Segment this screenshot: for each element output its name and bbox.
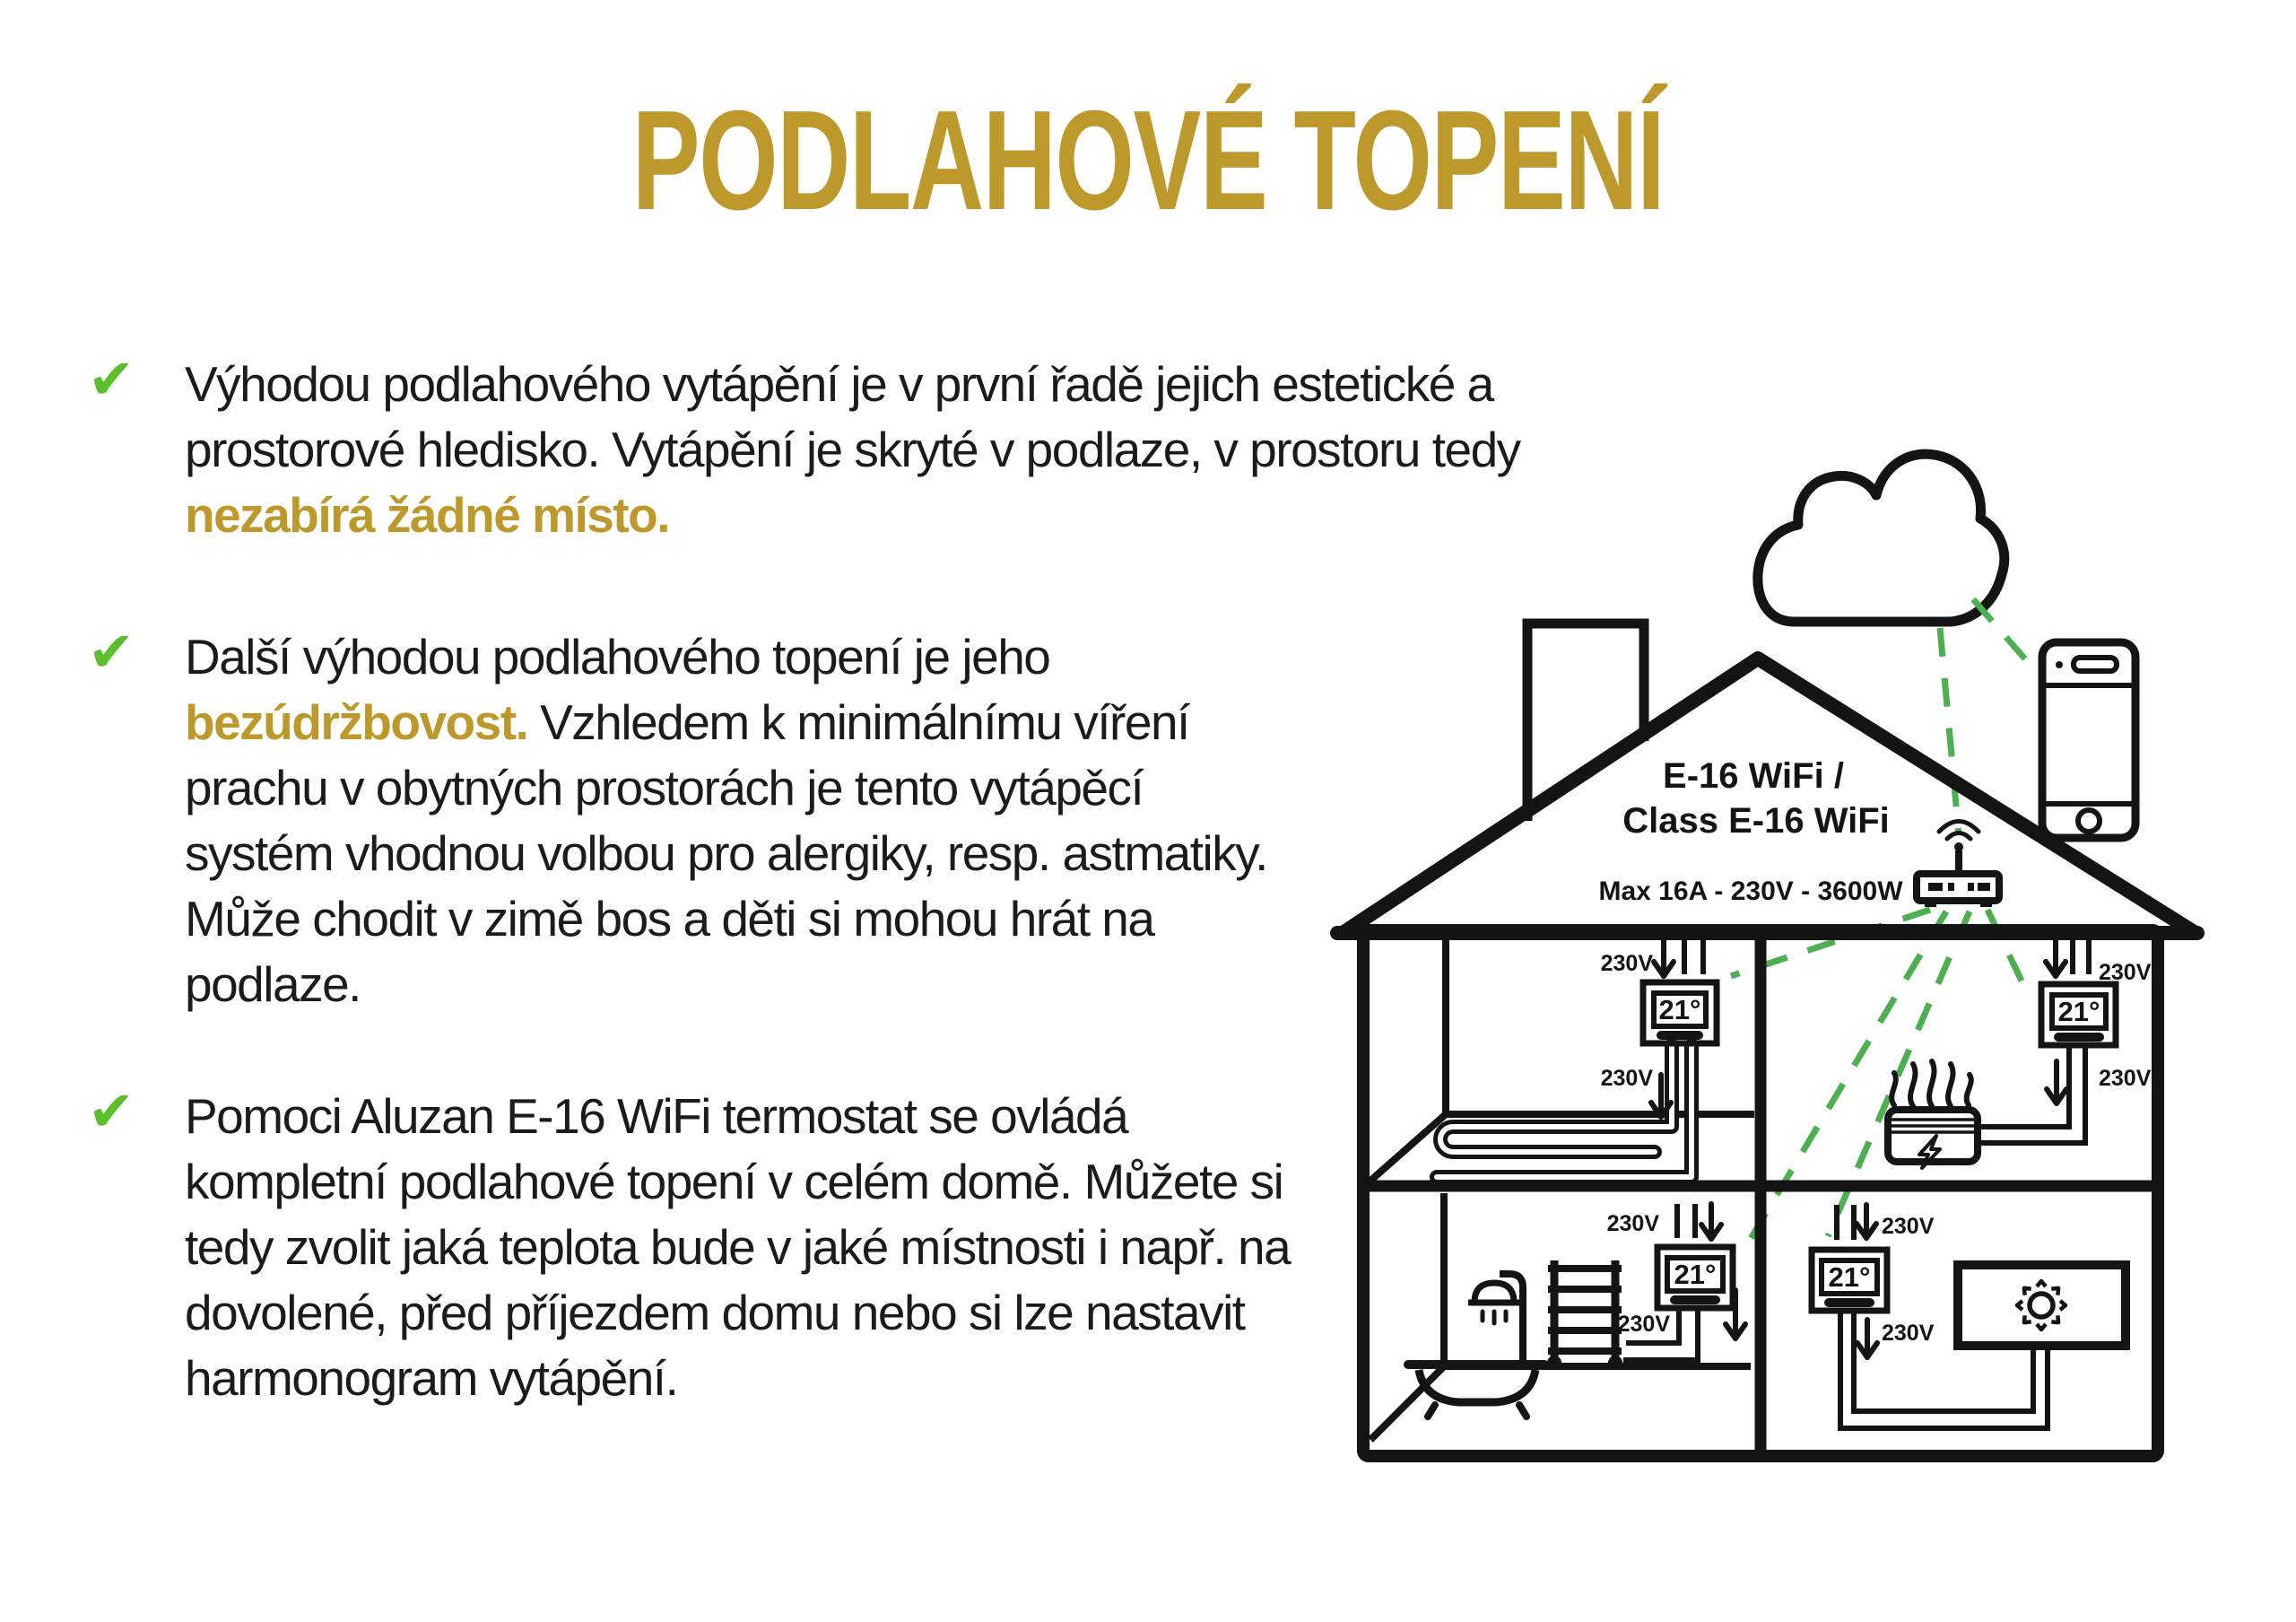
check-icon: ✔: [88, 346, 135, 412]
power-arrow-icon: [1857, 1205, 1876, 1238]
heat-wave-icon: [1910, 1064, 1915, 1106]
power-cable: [1840, 1311, 2048, 1428]
voltage-label: 230V: [1606, 1211, 1659, 1236]
bullet-text: Vzhledem k minimálnímu víření prachu v obytných prostorách je tento vytápěcí systém vhodnou volbou pro alergiky, resp. astmatiky. Může chodit v zimě bos a děti si mohou hrát na podlaze.: [185, 694, 1267, 1012]
page-title: PODLAHOVÉ TOPENÍ: [631, 82, 1665, 240]
convector-heater-icon: [1888, 1061, 1978, 1168]
room-bathroom: [1370, 1193, 1751, 1440]
voltage-label: 230V: [2099, 960, 2152, 985]
voltage-label: 230V: [2099, 1066, 2152, 1091]
power-arrow-icon: [1654, 938, 1674, 976]
heat-wave-icon: [1948, 1064, 1952, 1106]
device-name-line1: E-16 WiFi /: [1663, 756, 1844, 796]
power-arrow-icon: [2047, 1061, 2066, 1103]
check-icon: ✔: [88, 619, 135, 685]
heat-wave-icon: [1967, 1075, 1971, 1105]
voltage-label: 230V: [1882, 1214, 1935, 1239]
link-cloud-router: [1940, 628, 1959, 834]
link-router-thermostat-upper-right: [1987, 910, 2029, 996]
bullet-text-highlight: nezabírá žádné místo.: [185, 487, 670, 543]
thermostat-bathroom: [1657, 1247, 1733, 1308]
heat-wave-icon: [1929, 1061, 1934, 1106]
thermostat-temp: 21°: [2057, 996, 2100, 1027]
power-arrow-icon: [1857, 1320, 1877, 1357]
thermostat-temp: 21°: [1828, 1261, 1871, 1293]
power-arrow-icon: [1726, 1290, 1745, 1339]
spec-label: Max 16A - 230V - 3600W: [1598, 876, 1903, 906]
bullet-text-highlight: bezúdržbovost.: [185, 694, 528, 750]
voltage-label: 230V: [1600, 951, 1653, 976]
bullet-text: Další výhodou podlahového topení je jeho: [185, 629, 1050, 685]
wifi-router-icon: [1917, 822, 1999, 908]
thermostat-lower-right: [1812, 1250, 1887, 1311]
phone-speaker: [2074, 658, 2117, 671]
power-cable: [1980, 1045, 2085, 1143]
bullet-text: Výhodou podlahového vytápění je v první řadě jejich estetické a prostorové hledisko. Vytápění je skryté v podlaze, v prostoru tedy: [185, 356, 1520, 477]
thermostat-upper-left: [1643, 982, 1717, 1043]
heat-wave-icon: [1892, 1073, 1896, 1105]
shower-icon: [1468, 1274, 1523, 1365]
radiant-panel-icon: [1958, 1265, 2126, 1346]
bullet-text: Pomoci Aluzan E-16 WiFi termostat se ovládá kompletní podlahové topení v celém domě. Můžete si tedy zvolit jaká teplota bude v jaké místnosti i např. na dovolené, před příjezdem domu nebo si lze nastavit harmonogram vytápění.: [185, 1088, 1291, 1406]
check-icon: ✔: [88, 1078, 135, 1144]
phone-home-button: [2078, 810, 2100, 832]
voltage-label: 230V: [1600, 1066, 1653, 1091]
voltage-label: 230V: [1617, 1312, 1670, 1337]
voltage-label: 230V: [1882, 1321, 1935, 1346]
link-cloud-phone: [1973, 599, 2033, 668]
thermostat-temp: 21°: [1674, 1259, 1717, 1290]
bathtub-icon: [1408, 1365, 1544, 1417]
room-upper-left: [1370, 937, 1754, 1182]
sun-icon: [2017, 1281, 2066, 1330]
phone-camera-dot: [2056, 661, 2063, 668]
towel-radiator-icon: [1547, 1260, 1622, 1370]
power-arrow-icon: [1701, 1204, 1721, 1239]
power-arrow-icon: [2046, 938, 2066, 976]
thermostat-temp: 21°: [1658, 994, 1701, 1025]
device-name-line2: Class E-16 WiFi: [1622, 801, 1890, 841]
cloud-icon: [1758, 454, 2005, 622]
smartphone-icon: [2042, 642, 2135, 838]
room-lower-right: [1812, 1205, 2126, 1428]
thermostat-upper-right: [2041, 984, 2116, 1045]
